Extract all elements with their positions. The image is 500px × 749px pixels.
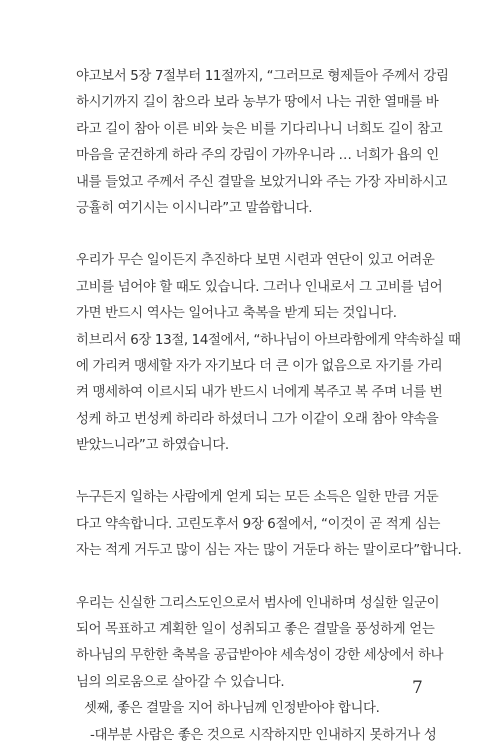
text-line: 하나님의 무한한 축복을 공급받아야 세속성이 강한 세상에서 하나 (76, 648, 444, 664)
section-heading: 셋째, 좋은 결말을 지어 하나님께 인정받아야 합니다. (84, 701, 380, 717)
text-line: 긍휼히 여기시는 이시니라”고 말씀합니다. (76, 200, 313, 216)
text-line: 자는 적게 거두고 많이 심는 자는 많이 거둔다 하는 말이로다”합니다. (76, 543, 462, 559)
text-line: 우리가 무슨 일이든지 추진하다 보면 시련과 연단이 있고 어려운 (76, 253, 435, 269)
text-line: 다고 약속합니다. 고린도후서 9장 6절에서, “이것이 곧 적게 심는 (76, 516, 441, 532)
sub-point-line: -대부분 사람은 좋은 것으로 시작하지만 인내하지 못하거나 성 (90, 727, 437, 743)
text-line: 성케 하고 번성케 하리라 하셨더니 그가 이같이 오래 참아 약속을 (76, 411, 439, 427)
text-line: 에 가리켜 맹세할 자가 자기보다 더 큰 이가 없음으로 자기를 가리 (76, 358, 443, 374)
text-line: 하시기까지 길이 참으라 보라 농부가 땅에서 나는 귀한 열매를 바 (76, 95, 439, 111)
text-line: 누구든지 일하는 사람에게 얻게 되는 모든 소득은 일한 만큼 거둔 (76, 490, 439, 506)
text-line: 님의 의로움으로 살아갈 수 있습니다. (76, 674, 285, 690)
paragraph-james (76, 64, 449, 222)
text-line: 히브리서 6장 13절, 14절에서, “하나님이 아브라함에게 약속하실 때 (76, 332, 461, 348)
text-line: 내를 들었고 주께서 주신 결말을 보았거니와 주는 가장 자비하시고 (76, 174, 448, 190)
text-line: 마음을 굳건하게 하라 주의 강림이 가까우니라 … 너희가 욥의 인 (76, 148, 439, 164)
paragraph-conclusion (76, 591, 444, 749)
text-line: 라고 길이 참아 이른 비와 늦은 비를 기다리나니 너희도 길이 참고 (76, 121, 443, 137)
text-line: 되어 목표하고 계획한 일이 성취되고 좋은 결말을 풍성하게 얻는 (76, 622, 435, 638)
text-line: 가면 반드시 역사는 일어나고 축복을 받게 되는 것입니다. (76, 306, 397, 322)
paragraph-corinthians (76, 485, 462, 564)
text-line: 고비를 넘어야 할 때도 있습니다. 그러나 인내로서 그 고비를 넘어 (76, 279, 443, 295)
text-line: 우리는 신실한 그리스도인으로서 범사에 인내하며 성실한 일군이 (76, 595, 440, 611)
page-body (76, 64, 462, 749)
paragraph-hebrews (76, 248, 461, 459)
text-line: 켜 맹세하여 이르시되 내가 반드시 너에게 복주고 복 주며 너를 번 (76, 385, 443, 401)
text-line: 받았느니라”고 하였습니다. (76, 438, 229, 454)
text-line: 야고보서 5장 7절부터 11절까지, “그러므로 형제들아 주께서 강림 (76, 69, 449, 84)
page-number: 7 (412, 678, 423, 698)
